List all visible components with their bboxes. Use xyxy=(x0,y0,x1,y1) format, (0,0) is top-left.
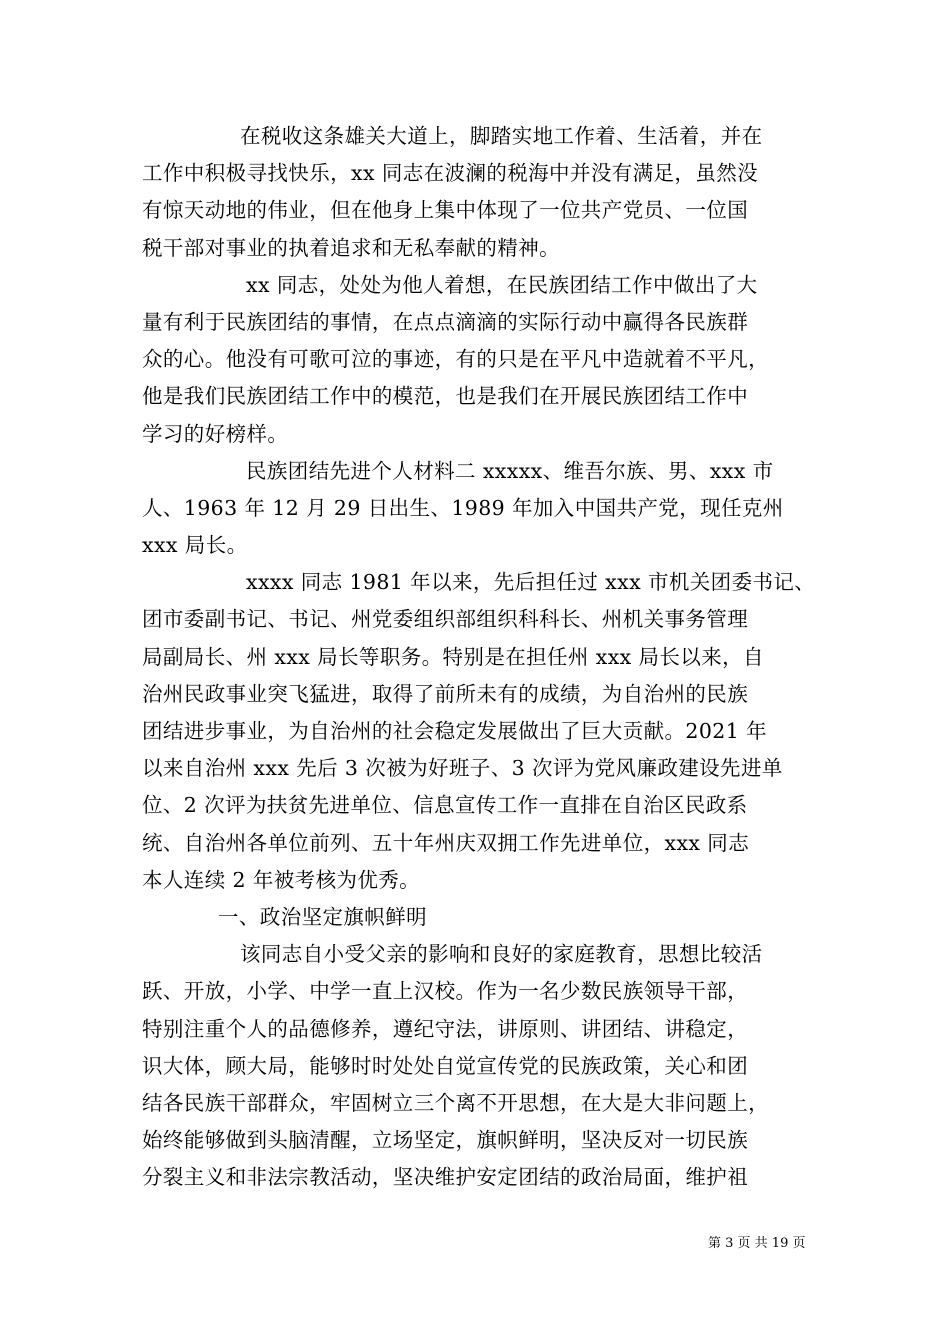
text-line: 学习的好榜样。 xyxy=(142,421,289,446)
text-line: 局副局长、州 xxx 局长等职务。特别是在担任州 xxx 局长以来，自 xyxy=(142,644,764,669)
text-line: 人、1963 年 12 月 29 日出生、1989 年加入中国共产党，现任克州 xyxy=(142,495,784,520)
text-line: xxxx 同志 1981 年以来，先后担任过 xxx 市机关团委书记、 xyxy=(246,570,816,595)
text-line: 统、自治州各单位前列、五十年州庆双拥工作先进单位，xxx 同志 xyxy=(142,830,750,855)
text-line: 工作中积极寻找快乐，xx 同志在波澜的税海中并没有满足，虽然没 xyxy=(142,161,759,186)
text-line: 在税收这条雄关大道上，脚踏实地工作着、生活着，并在 xyxy=(240,124,763,148)
text-line: 始终能够做到头脑清醒，立场坚定，旗帜鲜明，坚决反对一切民族 xyxy=(142,1128,749,1153)
text-line: 税干部对事业的执着追求和无私奉献的精神。 xyxy=(142,235,560,260)
text-line: 本人连续 2 年被考核为优秀。 xyxy=(142,867,421,892)
text-line: 特别注重个人的品德修养，遵纪守法，讲原则、讲团结、讲稳定， xyxy=(142,1016,749,1041)
text-line: 跃、开放，小学、中学一直上汉校。作为一名少数民族领导干部， xyxy=(142,979,749,1004)
text-line: 结各民族干部群众，牢固树立三个离不开思想，在大是大非问题上， xyxy=(142,1090,769,1115)
text-line: xx 同志，处处为他人着想，在民族团结工作中做出了大 xyxy=(246,272,758,297)
text-line: 分裂主义和非法宗教活动，坚决维护安定团结的政治局面，维护祖 xyxy=(142,1165,749,1190)
page-number-footer: 第 3 页 共 19 页 xyxy=(708,1236,806,1251)
text-line: 他是我们民族团结工作中的模范，也是我们在开展民族团结工作中 xyxy=(142,384,749,409)
text-line: 识大体，顾大局，能够时时处处自觉宣传党的民族政策，关心和团 xyxy=(142,1053,749,1078)
text-line: 位、2 次评为扶贫先进单位、信息宣传工作一直排在自治区民政系 xyxy=(142,793,748,818)
text-line: 该同志自小受父亲的影响和良好的家庭教育，思想比较活 xyxy=(240,942,763,967)
text-line: 一、政治坚定旗帜鲜明 xyxy=(218,904,427,929)
text-line: 治州民政事业突飞猛进，取得了前所未有的成绩，为自治州的民族 xyxy=(142,681,749,706)
body-text xyxy=(142,118,816,1196)
text-line: 民族团结先进个人材料二 xxxxx、维吾尔族、男、xxx 市 xyxy=(246,458,774,483)
text-line: 众的心。他没有可歌可泣的事迹，有的只是在平凡中造就着不平凡， xyxy=(142,347,769,372)
text-line: 团结进步事业，为自治州的社会稳定发展做出了巨大贡献。2021 年 xyxy=(142,719,767,743)
text-line: xxx 局长。 xyxy=(142,533,248,558)
text-line: 以来自治州 xxx 先后 3 次被为好班子、3 次评为党风廉政建设先进单 xyxy=(142,756,783,781)
text-line: 有惊天动地的伟业，但在他身上集中体现了一位共产党员、一位国 xyxy=(142,198,749,223)
text-line: 团市委副书记、书记、州党委组织部组织科科长、州机关事务管理 xyxy=(142,607,749,632)
text-line: 量有利于民族团结的事情，在点点滴滴的实际行动中赢得各民族群 xyxy=(142,309,749,334)
